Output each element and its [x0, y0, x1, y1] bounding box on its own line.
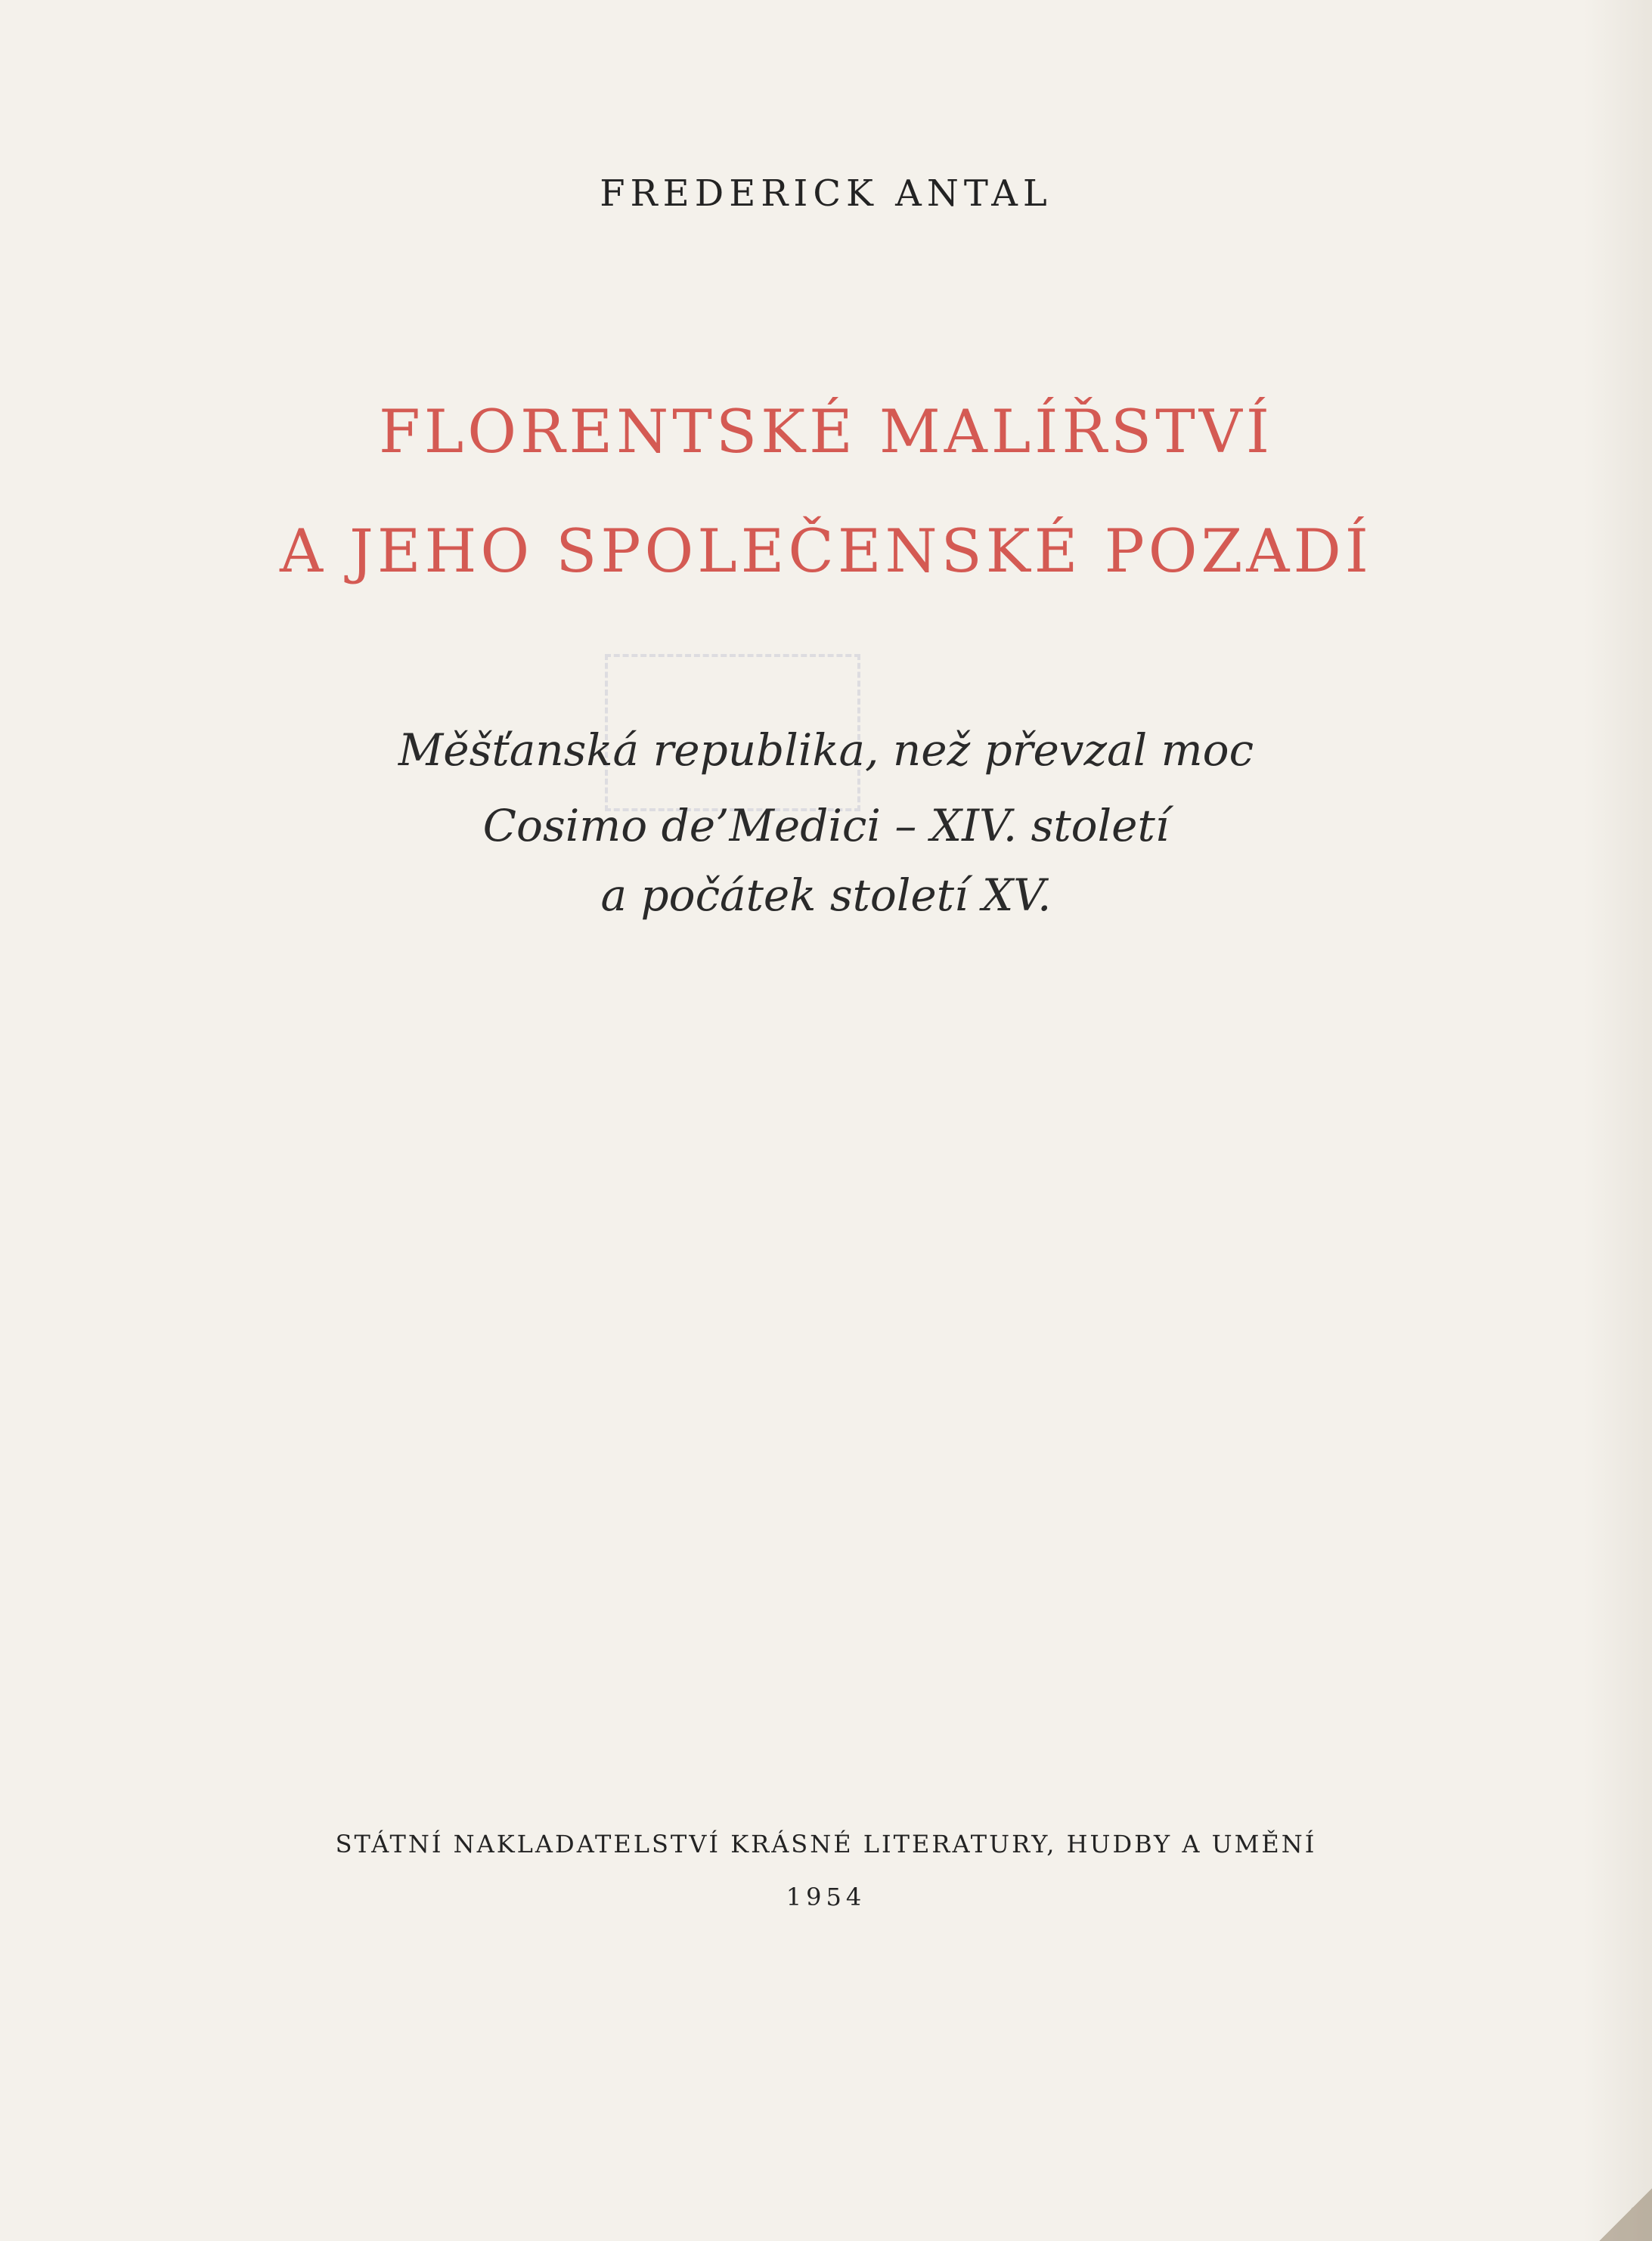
page-corner-fold — [1599, 2188, 1652, 2241]
publisher-name: STÁTNÍ NAKLADATELSTVÍ KRÁSNÉ LITERATURY, HUDBY A UMĚNÍ — [335, 1830, 1317, 1858]
subtitle-line-1: Měšťanská republika, než převzal moc — [398, 724, 1254, 776]
book-title-line-1: FLORENTSKÉ MALÍŘSTVÍ — [378, 397, 1274, 466]
publication-year: 1954 — [786, 1883, 866, 1911]
book-title-line-2: A JEHO SPOLEČENSKÉ POZADÍ — [279, 516, 1372, 586]
subtitle-line-2: Cosimo de’Medici – XIV. století — [482, 800, 1170, 851]
subtitle-line-3: a počátek století XV. — [600, 869, 1052, 921]
author-name: FREDERICK ANTAL — [600, 172, 1052, 215]
